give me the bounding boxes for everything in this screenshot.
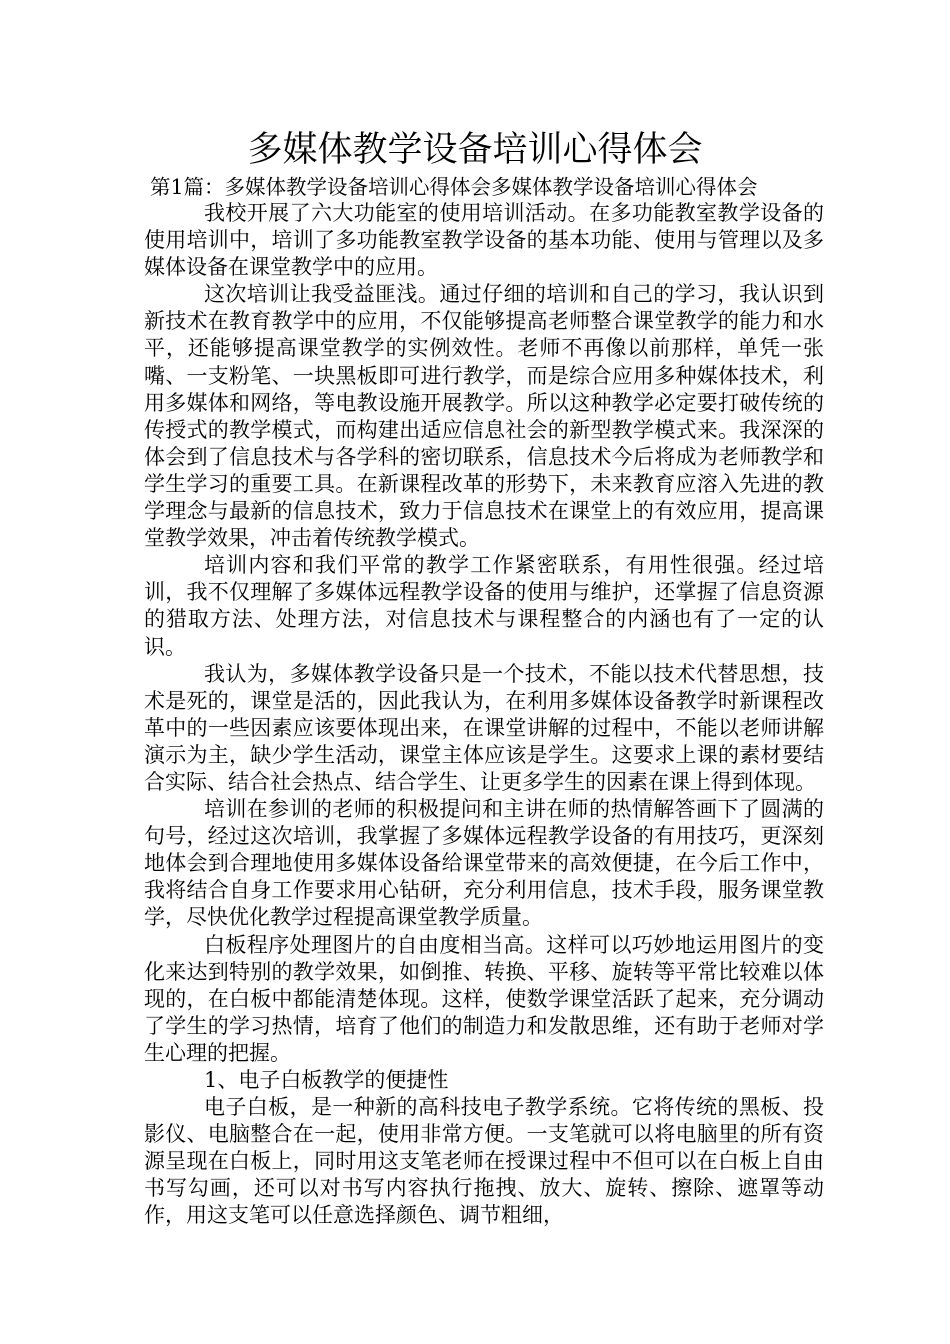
paragraph: 白板程序处理图片的自由度相当高。这样可以巧妙地运用图片的变化来达到特别的教学效果，如倒推、转换、平移、旋转等平常比较难以体现的，在白板中都能清楚体现。这样，使数学课堂活跃了起来，充分调动了学生的学习热情，培育了他们的制造力和发散思维，还有助于老师对学生心理的把握。 <box>144 932 824 1065</box>
document-body <box>144 174 824 1230</box>
paragraph: 我校开展了六大功能室的使用培训活动。在多功能教室教学设备的使用培训中，培训了多功能教室教学设备的基本功能、使用与管理以及多媒体设备在课堂教学中的应用。 <box>144 201 824 280</box>
paragraph: 培训在参训的老师的积极提问和主讲在师的热情解答画下了圆满的句号，经过这次培训，我掌握了多媒体远程教学设备的有用技巧，更深刻地体会到合理地使用多媒体设备给课堂带来的高效便捷，在今后工作中，我将结合自身工作要求用心钻研，充分利用信息，技术手段，服务课堂教学，尽快优化教学过程提高课堂教学质量。 <box>144 797 824 930</box>
section-heading: 1、电子白板教学的便捷性 <box>204 1068 449 1092</box>
chapter-heading: 第1篇：多媒体教学设备培训心得体会多媒体教学设备培训心得体会 <box>150 175 758 199</box>
paragraph: 我认为，多媒体教学设备只是一个技术，不能以技术代替思想，技术是死的，课堂是活的，因此我认为，在利用多媒体设备教学时新课程改革中的一些因素应该要体现出来，在课堂讲解的过程中，不能以老师讲解演示为主，缺少学生活动，课堂主体应该是学生。这要求上课的素材要结合实际、结合社会热点、结合学生、让更多学生的因素在课上得到体现。 <box>144 661 824 794</box>
paragraph: 这次培训让我受益匪浅。通过仔细的培训和自己的学习，我认识到新技术在教育教学中的应用，不仅能够提高老师整合课堂教学的能力和水平，还能够提高课堂教学的实例效性。老师不再像以前那样，单凭一张嘴、一支粉笔、一块黑板即可进行教学，而是综合应用多种媒体技术，利用多媒体和网络，等电教设施开展教学。所以这种教学必定要打破传统的传授式的教学模式，而构建出适应信息社会的新型教学模式来。我深深的体会到了信息技术与各学科的密切联系，信息技术今后将成为老师教学和学生学习的重要工具。在新课程改革的形势下，未来教育应溶入先进的教学理念与最新的信息技术，致力于信息技术在课堂上的有效应用，提高课堂教学效果，冲击着传统教学模式。 <box>144 282 824 551</box>
paragraph: 培训内容和我们平常的教学工作紧密联系，有用性很强。经过培训，我不仅理解了多媒体远程教学设备的使用与维护，还掌握了信息资源的猎取方法、处理方法，对信息技术与课程整合的内涵也有了一定的认识。 <box>144 553 824 659</box>
document-title: 多媒体教学设备培训心得体会 <box>247 130 703 170</box>
paragraph: 电子白板，是一种新的高科技电子教学系统。它将传统的黑板、投影仪、电脑整合在一起，使用非常方便。一支笔就可以将电脑里的所有资源呈现在白板上，同时用这支笔老师在授课过程中不但可以在白板上自由书写勾画，还可以对书写内容执行拖拽、放大、旋转、擦除、遮罩等动作，用这支笔可以任意选择颜色、调节粗细， <box>144 1095 824 1228</box>
